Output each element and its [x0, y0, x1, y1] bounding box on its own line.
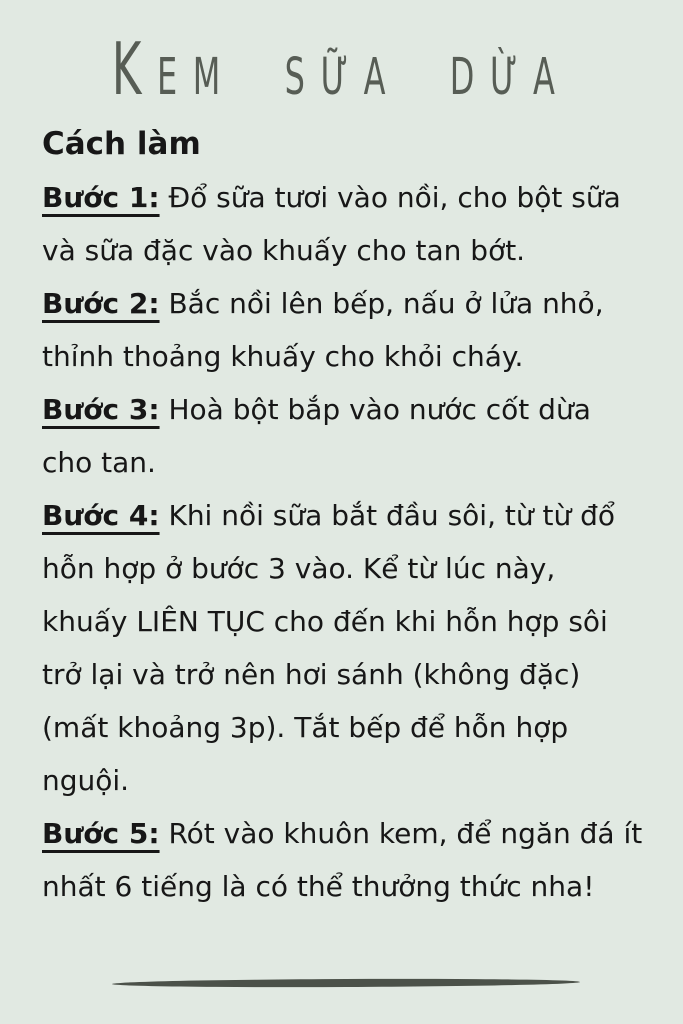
step-text-1: Đổ sữa tươi vào nồi, cho bột sữa và sữa đặc vào khuấy cho tan bớt.: [42, 181, 621, 267]
step-item-4: [42, 489, 645, 807]
step-label-5: Bước 5:: [42, 817, 160, 850]
step-text-3: Hoà bột bắp vào nước cốt dừa cho tan.: [42, 393, 591, 479]
section-heading: Cách làm: [42, 126, 201, 162]
step-item-2: [42, 277, 645, 383]
recipe-content: [42, 118, 645, 913]
step-text-4: Khi nồi sữa bắt đầu sôi, từ từ đổ hỗn hợp ở bước 3 vào. Kể từ lúc này, khuấy LIÊN TỤC cho đến khi hỗn hợp sôi trở lại và trở nên hơi sánh (không đặc) (mất khoảng 3p). Tắt bếp để hỗn hợp nguội.: [42, 499, 616, 797]
step-label-3: Bước 3:: [42, 393, 160, 426]
step-text-2: Bắc nồi lên bếp, nấu ở lửa nhỏ, thỉnh thoảng khuấy cho khỏi cháy.: [42, 287, 604, 373]
step-item-3: [42, 383, 645, 489]
title-wrap: [0, 14, 683, 124]
step-label-4: Bước 4:: [42, 499, 160, 532]
step-label-2: Bước 2:: [42, 287, 160, 320]
page-title: Kem sữa dừa: [112, 26, 571, 112]
step-item-1: [42, 171, 645, 277]
step-text-5: Rót vào khuôn kem, để ngăn đá ít nhất 6 tiếng là có thể thưởng thức nha!: [42, 817, 643, 903]
step-item-5: [42, 807, 645, 913]
step-label-1: Bước 1:: [42, 181, 160, 214]
divider-line: [112, 978, 580, 988]
